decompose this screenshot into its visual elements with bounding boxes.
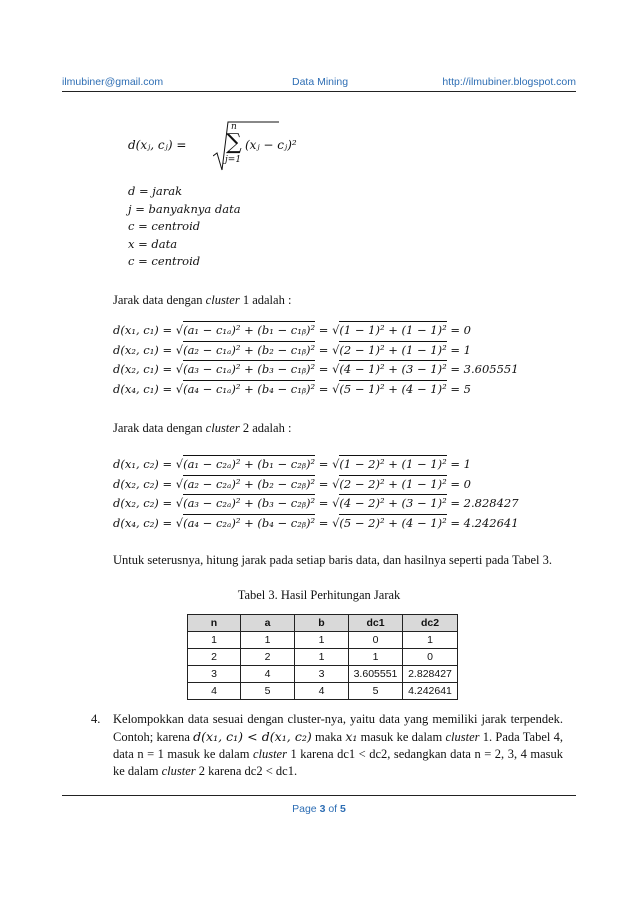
cluster1-equations bbox=[113, 321, 519, 399]
table-cell: 1 bbox=[403, 632, 458, 649]
table-cell: 1 bbox=[295, 632, 349, 649]
distance-equation: d(x₁, c₁) = √(a₁ − c₁ₐ)² + (b₁ − c₁ᵦ)² = √(1 − 1)² + (1 − 1)² = 0 bbox=[113, 323, 471, 337]
variable-definitions bbox=[128, 183, 241, 271]
table-header-row bbox=[188, 615, 458, 632]
distance-equation: d(x₂, c₁) = √(a₃ − c₁ₐ)² + (b₃ − c₁ᵦ)² = √(4 − 1)² + (3 − 1)² = 3.605551 bbox=[113, 362, 519, 376]
summary-paragraph: Untuk seterusnya, hitung jarak pada setiap baris data, dan hasilnya seperti pada Tabel 3. bbox=[113, 553, 553, 567]
table-cell: 1 bbox=[241, 632, 295, 649]
table-cell: 3.605551 bbox=[349, 666, 403, 683]
definition-line: c = centroid bbox=[128, 254, 201, 268]
formula-term: (xⱼ − cⱼ)² bbox=[245, 138, 297, 152]
distance-equation: d(x₄, c₂) = √(a₄ − c₂ₐ)² + (b₄ − c₂ᵦ)² = √(5 − 2)² + (4 − 1)² = 4.242641 bbox=[113, 515, 519, 530]
column-header: dc1 bbox=[349, 615, 403, 632]
column-header: dc2 bbox=[403, 615, 458, 632]
formula-lhs: d(xⱼ, cⱼ) = bbox=[128, 138, 187, 152]
table-cell: 3 bbox=[188, 666, 241, 683]
definition-line: x = data bbox=[128, 236, 178, 251]
definition-line: c = centroid bbox=[128, 219, 201, 233]
list-number: 4. bbox=[91, 712, 101, 726]
table-cell: 4.242641 bbox=[403, 683, 458, 700]
table-row bbox=[188, 632, 458, 649]
table-cell: 0 bbox=[349, 632, 403, 649]
distance-equation: d(x₂, c₂) = √(a₂ − c₂ₐ)² + (b₂ − c₂ᵦ)² = √(2 − 2)² + (1 − 1)² = 0 bbox=[113, 476, 471, 491]
definition-line: j = banyaknya data bbox=[128, 201, 241, 216]
table-cell: 3 bbox=[295, 666, 349, 683]
table-cell: 2.828427 bbox=[403, 666, 458, 683]
table-cell: 0 bbox=[403, 649, 458, 666]
page-header bbox=[62, 76, 576, 90]
sum-lower-limit: j=1 bbox=[225, 155, 242, 165]
column-header: a bbox=[241, 615, 295, 632]
table-cell: 2 bbox=[188, 649, 241, 666]
cluster2-intro: Jarak data dengan cluster 2 adalah : bbox=[113, 421, 292, 435]
table-cell: 5 bbox=[349, 683, 403, 700]
table-cell: 4 bbox=[241, 666, 295, 683]
header-email: ilmubiner@gmail.com bbox=[62, 76, 164, 88]
distance-equation: d(x₄, c₁) = √(a₄ − c₁ₐ)² + (b₄ − c₁ᵦ)² = √(5 − 1)² + (4 − 1)² = 5 bbox=[113, 381, 471, 396]
table-cell: 4 bbox=[188, 683, 241, 700]
header-divider bbox=[62, 91, 576, 92]
table-cell: 1 bbox=[188, 632, 241, 649]
table-cell: 4 bbox=[295, 683, 349, 700]
table-cell: 2 bbox=[241, 649, 295, 666]
distance-equation: d(x₂, c₂) = √(a₃ − c₂ₐ)² + (b₃ − c₂ᵦ)² = √(4 − 2)² + (3 − 1)² = 2.828427 bbox=[113, 496, 519, 510]
numbered-list-item bbox=[91, 711, 563, 780]
column-header: b bbox=[295, 615, 349, 632]
table-cell: 5 bbox=[241, 683, 295, 700]
table-cell: 1 bbox=[295, 649, 349, 666]
footer-divider bbox=[62, 795, 576, 796]
column-header: n bbox=[188, 615, 241, 632]
distance-table bbox=[187, 614, 458, 700]
list-item-text: Kelompokkan data sesuai dengan cluster-nya, yaitu data yang memiliki jarak terpendek. Contoh; karena d(x₁, c₁) < d(x₁, c₂) maka x₁ masuk ke dalam cluster 1. Pada Tabel 4, data n = 1 masuk ke dalam cluster 1 karena dc1 < dc2, sedangkan data n = 2, 3, 4 masuk ke dalam cluster 2 karena dc2 < dc1. bbox=[113, 712, 563, 778]
cluster1-intro: Jarak data dengan cluster 1 adalah : bbox=[113, 293, 292, 307]
distance-equation: d(x₂, c₁) = √(a₂ − c₁ₐ)² + (b₂ − c₁ᵦ)² = √(2 − 1)² + (1 − 1)² = 1 bbox=[113, 342, 471, 357]
table-row bbox=[188, 666, 458, 683]
cluster2-equations bbox=[113, 455, 519, 533]
sum-upper-limit: n bbox=[231, 122, 237, 132]
distance-equation: d(x₁, c₂) = √(a₁ − c₂ₐ)² + (b₁ − c₂ᵦ)² = √(1 − 2)² + (1 − 1)² = 1 bbox=[113, 457, 471, 471]
table-row bbox=[188, 649, 458, 666]
page-number: Page 3 of 5 bbox=[292, 803, 346, 815]
table-caption: Tabel 3. Hasil Perhitungan Jarak bbox=[237, 588, 401, 602]
definition-line: d = jarak bbox=[128, 184, 183, 198]
table-row bbox=[188, 683, 458, 700]
header-url: http://ilmubiner.blogspot.com bbox=[442, 76, 576, 88]
sigma-icon: ∑ bbox=[226, 130, 242, 155]
table-cell: 1 bbox=[349, 649, 403, 666]
header-subject: Data Mining bbox=[292, 76, 349, 88]
